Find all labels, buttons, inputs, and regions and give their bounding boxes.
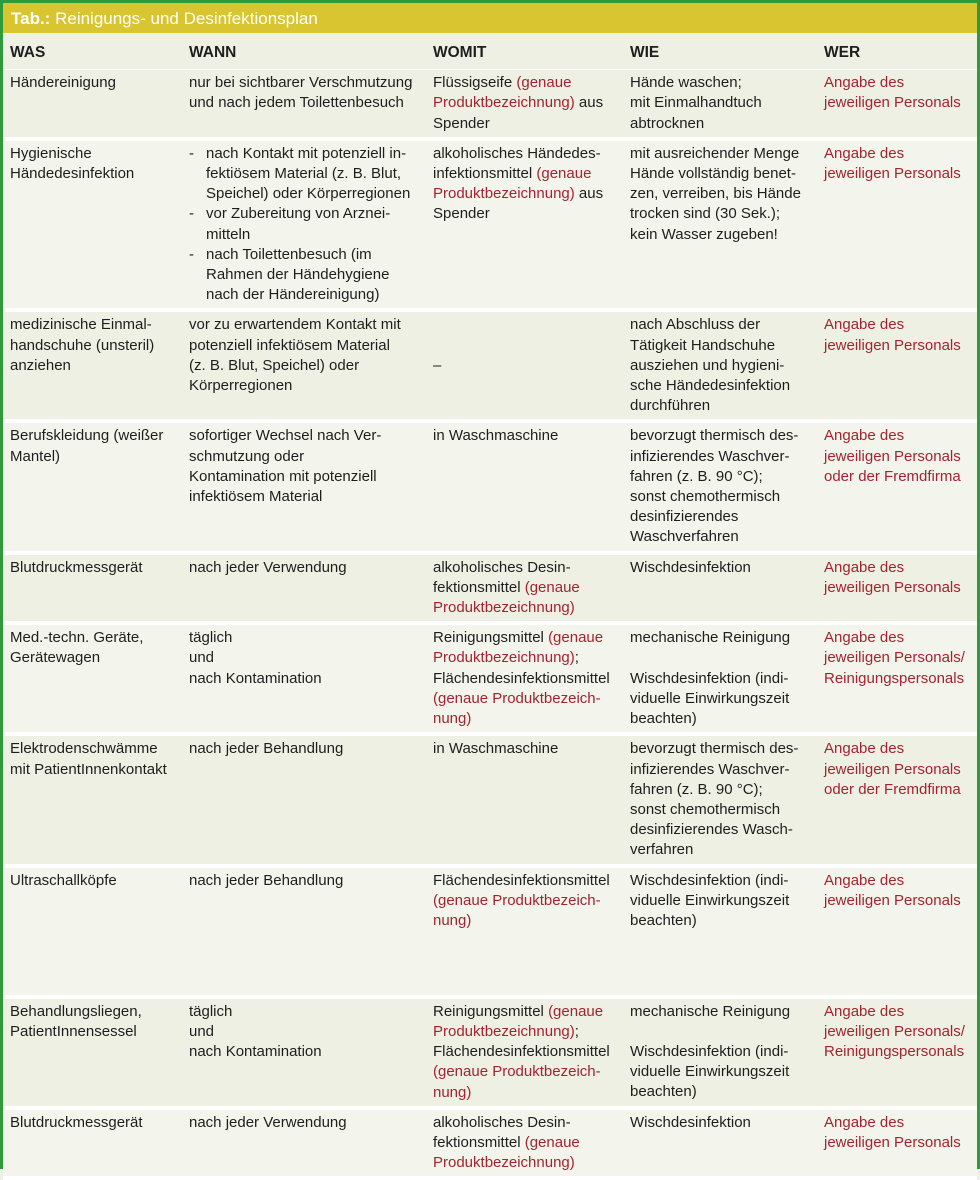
- cell-womit: –: [426, 310, 623, 421]
- table-row: [3, 1108, 977, 1179]
- table-row: [3, 734, 977, 865]
- cell-was: Berufskleidung (weißer Mantel): [3, 421, 182, 552]
- cell-was: Blutdruckmessgerät: [3, 1108, 182, 1179]
- cell-was: Ultraschallköpfe: [3, 866, 182, 997]
- cell-wie: mechanische Reinigung Wischdesinfektion (indi- viduelle Einwirkungszeit beachten): [623, 997, 817, 1108]
- cell-wer: Angabe des jeweiligen Personals oder der Fremdfirma: [817, 734, 977, 865]
- cell-wann: nach jeder Behandlung: [182, 866, 426, 997]
- cell-wann: [182, 139, 426, 311]
- wann-list: [189, 144, 422, 306]
- list-item: - nach Kontakt mit potenziell in- fektiösem Material (z. B. Blut, Speichel) oder Körperregionen: [189, 144, 422, 205]
- table-row: [3, 997, 977, 1108]
- cell-wer: Angabe des jeweiligen Personals: [817, 1108, 977, 1179]
- cell-wann: nach jeder Verwendung: [182, 553, 426, 624]
- header-wer: WER: [817, 33, 977, 70]
- cell-wann: nach jeder Behandlung: [182, 734, 426, 865]
- cell-wann: vor zu erwartendem Kontakt mit potenziell infektiösem Material (z. B. Blut, Speichel) oder Körperregionen: [182, 310, 426, 421]
- cell-wer: Angabe des jeweiligen Personals: [817, 553, 977, 624]
- cell-wann: nur bei sichtbarer Verschmutzung und nach jedem Toilettenbesuch: [182, 70, 426, 139]
- cell-wie: nach Abschluss der Tätigkeit Handschuhe ausziehen und hygieni- sche Händedesinfektion durchführen: [623, 310, 817, 421]
- cell-womit: in Waschmaschine: [426, 421, 623, 552]
- title-prefix: Tab.:: [11, 9, 51, 28]
- cell-was: Behandlungsliegen, PatientInnensessel: [3, 997, 182, 1108]
- cell-wie: bevorzugt thermisch des- infizierendes Waschver- fahren (z. B. 90 °C); sonst chemothermisch desinfizierendes Waschverfahren: [623, 421, 817, 552]
- table-row: [3, 866, 977, 997]
- cell-womit: alkoholisches Desin- fektionsmittel (genaue Produktbezeichnung): [426, 1108, 623, 1179]
- header-was: WAS: [3, 33, 182, 70]
- cell-womit: alkoholisches Händedes- infektionsmittel (genaue Produktbezeichnung) aus Spender: [426, 139, 623, 311]
- list-item: - vor Zubereitung von Arznei- mitteln: [189, 204, 422, 244]
- list-item: - nach Toilettenbesuch (im Rahmen der Händehygiene nach der Händereinigung): [189, 245, 422, 306]
- cell-was: medizinische Einmal- handschuhe (unsteril) anziehen: [3, 310, 182, 421]
- cell-was: Händereinigung: [3, 70, 182, 139]
- cell-was: Blutdruckmessgerät: [3, 553, 182, 624]
- title-text: Reinigungs- und Desinfektionsplan: [50, 9, 318, 28]
- cell-was: Med.-techn. Geräte, Gerätewagen: [3, 623, 182, 734]
- cell-wer: Angabe des jeweiligen Personals: [817, 139, 977, 311]
- cell-wann: täglich und nach Kontamination: [182, 997, 426, 1108]
- cell-wer: Angabe des jeweiligen Personals: [817, 310, 977, 421]
- cleaning-plan-table: [3, 33, 977, 1180]
- cell-womit: in Waschmaschine: [426, 734, 623, 865]
- cell-wie: Wischdesinfektion (indi- viduelle Einwirkungszeit beachten): [623, 866, 817, 997]
- table-row: [3, 310, 977, 421]
- cell-was: Hygienische Händedesinfektion: [3, 139, 182, 311]
- cell-wer: Angabe des jeweiligen Personals oder der Fremdfirma: [817, 421, 977, 552]
- cell-wer: Angabe des jeweiligen Personals/ Reinigungspersonals: [817, 623, 977, 734]
- table-row: [3, 70, 977, 139]
- cell-wie: mit ausreichender Menge Hände vollständig benet- zen, verreiben, bis Hände trocken sind (30 Sek.); kein Wasser zugeben!: [623, 139, 817, 311]
- cell-womit: Flächendesinfektionsmittel (genaue Produktbezeich- nung): [426, 866, 623, 997]
- cell-womit: Reinigungsmittel (genaue Produktbezeichnung); Flächendesinfektionsmittel (genaue Produktbezeich- nung): [426, 997, 623, 1108]
- cell-womit: Flüssigseife (genaue Produktbezeichnung) aus Spender: [426, 70, 623, 139]
- table-row: [3, 421, 977, 552]
- cell-wie: Wischdesinfektion: [623, 1108, 817, 1179]
- cell-wann: nach jeder Verwendung: [182, 1108, 426, 1179]
- header-wie: WIE: [623, 33, 817, 70]
- table-row: [3, 553, 977, 624]
- cell-wann: sofortiger Wechsel nach Ver- schmutzung oder Kontamination mit potenziell infektiösem Material: [182, 421, 426, 552]
- cell-womit: Reinigungsmittel (genaue Produktbezeichnung); Flächendesinfektionsmittel (genaue Produktbezeich- nung): [426, 623, 623, 734]
- table-title: [3, 3, 977, 33]
- header-row: [3, 33, 977, 70]
- header-womit: WOMIT: [426, 33, 623, 70]
- header-wann: WANN: [182, 33, 426, 70]
- cell-wer: Angabe des jeweiligen Personals: [817, 866, 977, 997]
- cell-womit: alkoholisches Desin- fektionsmittel (genaue Produktbezeichnung): [426, 553, 623, 624]
- cell-wer: Angabe des jeweiligen Personals: [817, 70, 977, 139]
- cell-wie: mechanische Reinigung Wischdesinfektion (indi- viduelle Einwirkungszeit beachten): [623, 623, 817, 734]
- cell-wer: Angabe des jeweiligen Personals/ Reinigungspersonals: [817, 997, 977, 1108]
- cell-was: Elektrodenschwämme mit PatientInnenkontakt: [3, 734, 182, 865]
- table-row: [3, 623, 977, 734]
- cell-wann: täglich und nach Kontamination: [182, 623, 426, 734]
- cell-wie: bevorzugt thermisch des- infizierendes Waschver- fahren (z. B. 90 °C); sonst chemothermisch desinfizierendes Wasch- verfahren: [623, 734, 817, 865]
- cell-wie: Hände waschen; mit Einmalhandtuch abtrocknen: [623, 70, 817, 139]
- table-row: [3, 139, 977, 311]
- cell-wie: Wischdesinfektion: [623, 553, 817, 624]
